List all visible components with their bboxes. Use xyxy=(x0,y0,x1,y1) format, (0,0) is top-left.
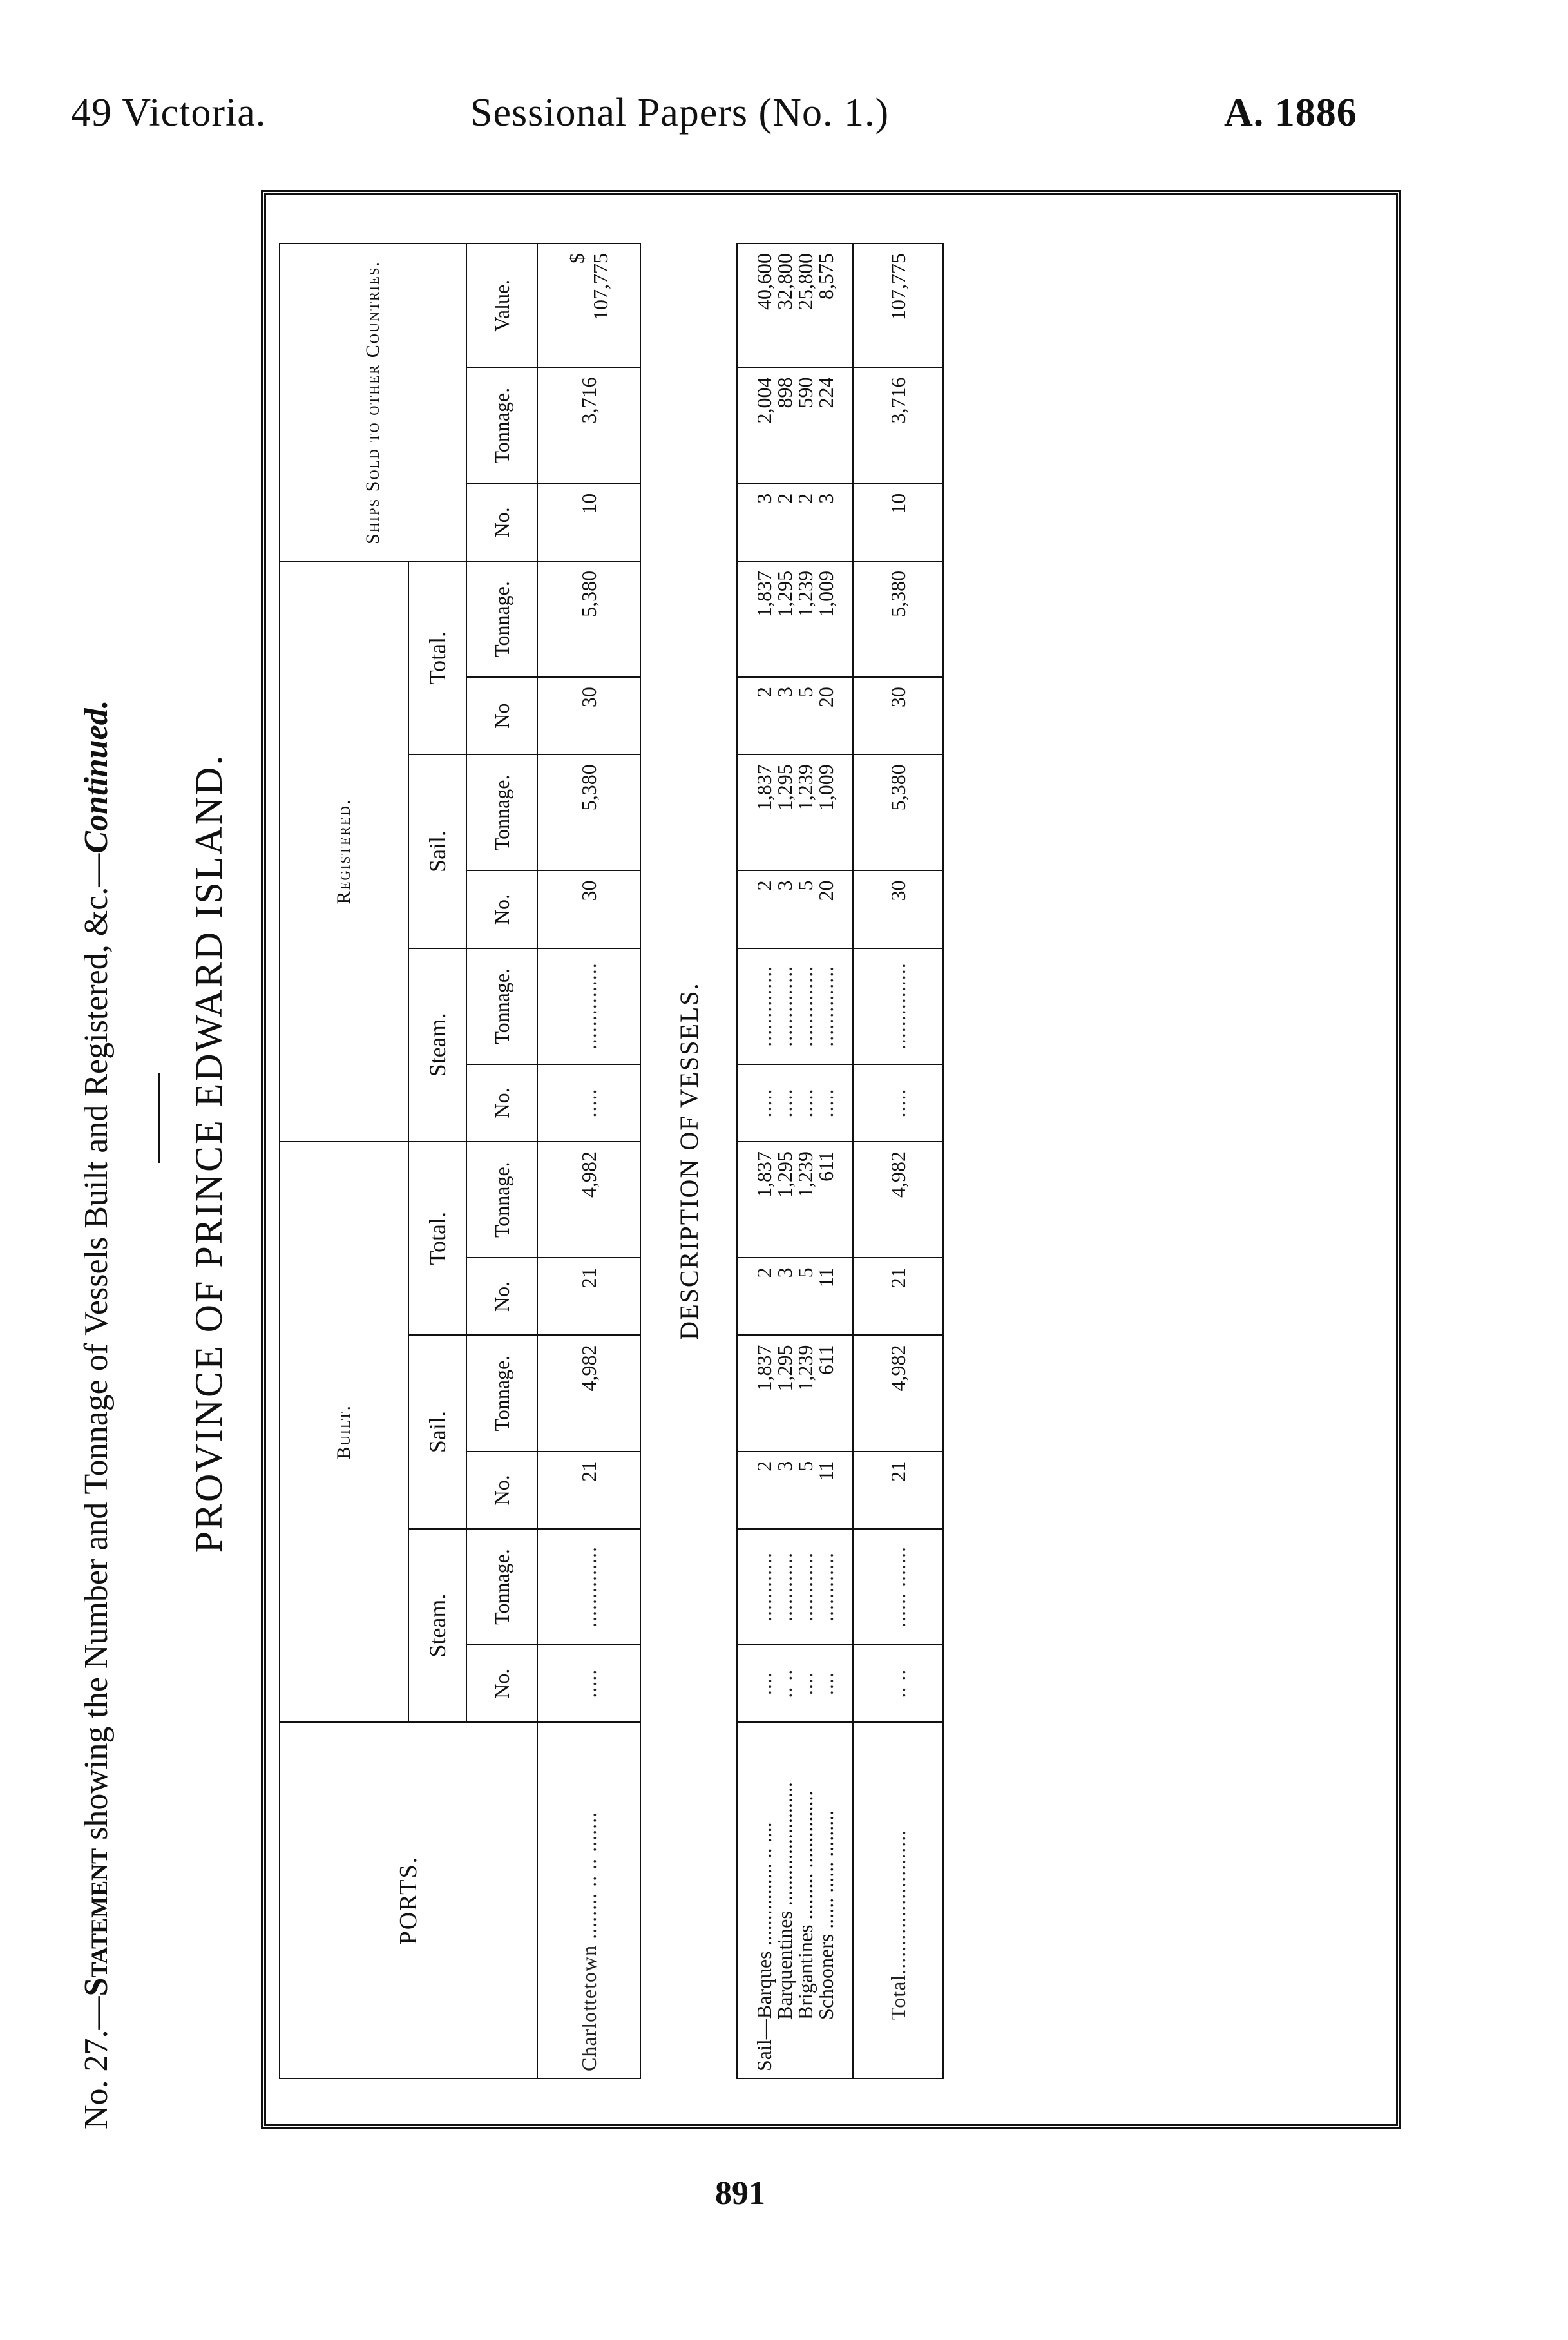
cell-reg-sail-no: 30 xyxy=(853,870,943,948)
reg-sail-header: Sail. xyxy=(408,754,466,948)
col-tonnage: Tonnage. xyxy=(466,754,537,870)
sold-value: 107,775 xyxy=(589,253,612,320)
registered-header: Registered. xyxy=(280,561,408,1142)
col-tonnage: Tonnage. xyxy=(466,1142,537,1258)
year-header: A. 1886 xyxy=(1224,91,1357,135)
col-no: No. xyxy=(466,1258,537,1335)
title-rule xyxy=(158,1073,160,1163)
cell-sold-value: 40,600 32,800 25,800 8,575 xyxy=(737,244,853,367)
col-no: No xyxy=(466,677,537,754)
col-no: No. xyxy=(466,870,537,948)
cell-built-steam-no: .... .. .. .... .... xyxy=(737,1645,853,1722)
cell-sold-no: 10 xyxy=(853,484,943,561)
cell-sold-value xyxy=(537,244,640,367)
cell-reg-steam-no: ..... xyxy=(537,1064,640,1142)
built-header: Built. xyxy=(280,1142,408,1722)
session-header: 49 Victoria. xyxy=(71,91,267,135)
rotated-statement xyxy=(71,177,1417,2129)
cell-reg-total-ton: 1,837 1,295 1,239 1,009 xyxy=(737,561,853,677)
sold-header: Ships Sold to other Countries. xyxy=(280,244,466,561)
cell-reg-total-no: 2 3 5 20 xyxy=(737,677,853,754)
col-value: Value. xyxy=(466,244,537,367)
col-tonnage: Tonnage. xyxy=(466,1529,537,1645)
cell-built-total-ton: 1,837 1,295 1,239 611 xyxy=(737,1142,853,1258)
vessels-table xyxy=(279,243,944,2079)
col-tonnage: Tonnage. xyxy=(466,367,537,483)
title-continued: Continued. xyxy=(78,700,115,854)
cell-reg-steam-no: ..... ..... ..... ..... xyxy=(737,1064,853,1142)
cell-reg-sail-no: 2 3 5 20 xyxy=(737,870,853,948)
cell-reg-total-ton: 5,380 xyxy=(537,561,640,677)
cell-sold-ton: 3,716 xyxy=(537,367,640,483)
cell-built-steam-no: .. .. xyxy=(853,1645,943,1722)
cell-sold-value: 107,775 xyxy=(853,244,943,367)
statement-title xyxy=(77,177,115,2129)
col-no: No. xyxy=(466,1452,537,1529)
cell-reg-steam-no: ..... xyxy=(853,1064,943,1142)
col-tonnage: Tonnage. xyxy=(466,948,537,1064)
built-total-header: Total. xyxy=(408,1142,466,1335)
cell-built-sail-no: 21 xyxy=(853,1452,943,1529)
cell-built-steam-ton: .............. xyxy=(537,1529,640,1645)
vessel-type: Schooners ...... ...... ......... xyxy=(814,1810,837,2020)
cell-built-total-no: 21 xyxy=(853,1258,943,1335)
cell-built-steam-ton: ...... ....... xyxy=(853,1529,943,1645)
dollar-sign: $ xyxy=(565,253,588,264)
title-number: No. 27.— xyxy=(78,1996,115,2129)
table-frame xyxy=(261,190,1401,2129)
cell-built-steam-no: ..... xyxy=(537,1645,640,1722)
cell-built-total-no: 21 xyxy=(537,1258,640,1335)
cell-built-sail-ton: 4,982 xyxy=(853,1335,943,1451)
col-no: No. xyxy=(466,1645,537,1722)
cell-reg-total-no: 30 xyxy=(853,677,943,754)
total-row xyxy=(853,244,943,2078)
col-tonnage: Tonnage. xyxy=(466,561,537,677)
cell-reg-total-no: 30 xyxy=(537,677,640,754)
cell-built-total-ton: 4,982 xyxy=(537,1142,640,1258)
cell-built-total-ton: 4,982 xyxy=(853,1142,943,1258)
cell-built-steam-ton: ............ ............ ............ ............ xyxy=(737,1529,853,1645)
page-number: 891 xyxy=(715,2175,765,2212)
vessel-type: Barquentines ........................ xyxy=(773,1782,796,2020)
cell-built-sail-ton: 1,837 1,295 1,239 611 xyxy=(737,1335,853,1451)
cell-built-sail-no: 21 xyxy=(537,1452,640,1529)
port-name: Charlottetown ........ .. .. ....... xyxy=(537,1722,640,2078)
vessel-types xyxy=(737,1722,853,2078)
vessel-type: Brigantines ......... ............... xyxy=(794,1790,817,2020)
cell-reg-sail-ton: 5,380 xyxy=(537,754,640,870)
cell-reg-steam-ton: ............... xyxy=(537,948,640,1064)
cell-reg-total-ton: 5,380 xyxy=(853,561,943,677)
title-text: showing the Number and Tonnage of Vessels Built and Registered, &c.— xyxy=(78,853,115,1848)
reg-steam-header: Steam. xyxy=(408,948,466,1142)
col-no: No. xyxy=(466,1064,537,1142)
built-sail-header: Sail. xyxy=(408,1335,466,1528)
sessional-papers-header: Sessional Papers (No. 1.) xyxy=(470,91,890,135)
cell-sold-no: 3 2 2 3 xyxy=(737,484,853,561)
table-row xyxy=(737,244,853,2078)
cell-built-sail-no: 2 3 5 11 xyxy=(737,1452,853,1529)
built-steam-header: Steam. xyxy=(408,1529,466,1722)
col-tonnage: Tonnage. xyxy=(466,1335,537,1451)
cell-reg-sail-no: 30 xyxy=(537,870,640,948)
cell-sold-ton: 2,004 898 590 224 xyxy=(737,367,853,483)
description-heading-row xyxy=(640,244,737,2078)
cell-reg-steam-ton: ............... xyxy=(853,948,943,1064)
vessel-type: Sail—Barques ................ .. .... xyxy=(752,1822,776,2071)
total-label: Total......................... xyxy=(853,1722,943,2078)
cell-reg-steam-ton: .............. .............. .............. .............. xyxy=(737,948,853,1064)
cell-built-total-no: 2 3 5 11 xyxy=(737,1258,853,1335)
cell-sold-no: 10 xyxy=(537,484,640,561)
table-row xyxy=(537,244,640,2078)
reg-total-header: Total. xyxy=(408,561,466,754)
cell-reg-sail-ton: 1,837 1,295 1,239 1,009 xyxy=(737,754,853,870)
description-heading: DESCRIPTION OF VESSELS. xyxy=(640,244,737,2078)
cell-sold-ton: 3,716 xyxy=(853,367,943,483)
col-no: No. xyxy=(466,484,537,561)
ports-header: PORTS. xyxy=(280,1722,537,2078)
cell-reg-sail-ton: 5,380 xyxy=(853,754,943,870)
title-statement: Statement xyxy=(78,1848,115,1997)
cell-built-sail-ton: 4,982 xyxy=(537,1335,640,1451)
province-heading: PROVINCE OF PRINCE EDWARD ISLAND. xyxy=(187,753,230,1553)
